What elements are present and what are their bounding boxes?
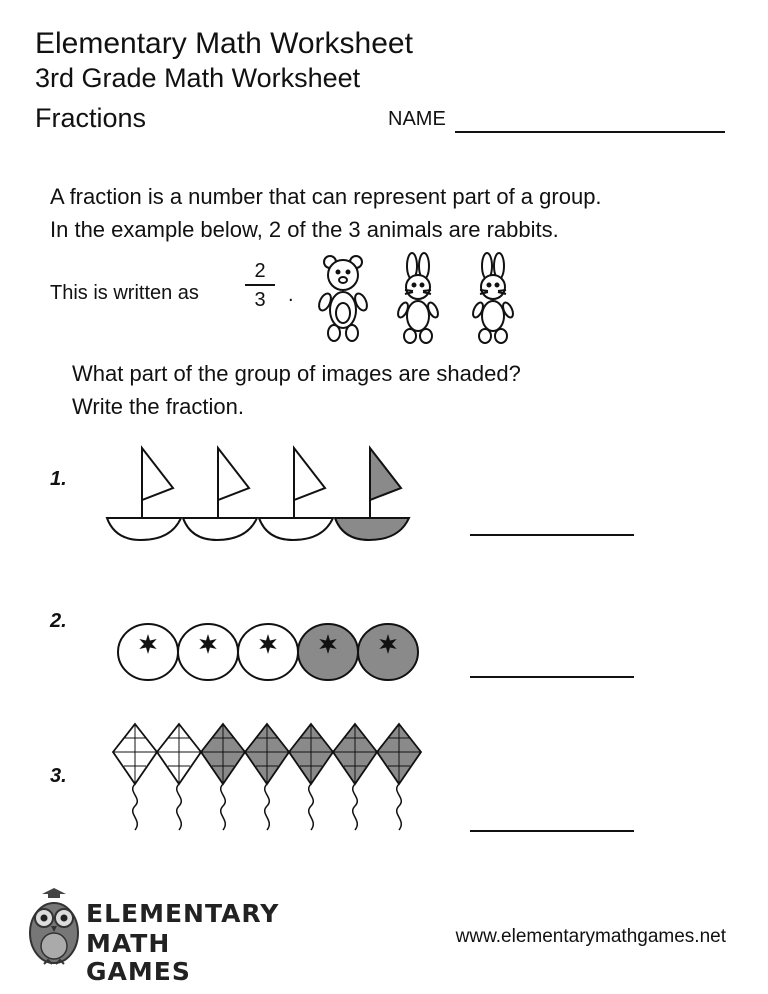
answer-line-3[interactable] bbox=[470, 830, 634, 832]
sailboat-icon bbox=[107, 448, 181, 540]
written-as-label: This is written as bbox=[50, 282, 199, 304]
name-field-line[interactable] bbox=[455, 131, 725, 133]
intro-line-1: A fraction is a number that can represent part of a group. bbox=[50, 184, 602, 209]
kite-icon bbox=[157, 724, 201, 830]
worksheet-topic: Fractions bbox=[35, 103, 147, 133]
worksheet-title: Elementary Math Worksheet bbox=[35, 27, 413, 60]
website-url[interactable]: www.elementarymathgames.net bbox=[455, 926, 726, 947]
sailboat-icon bbox=[259, 448, 333, 540]
problem-number-3: 3. bbox=[50, 765, 67, 787]
site-logo bbox=[22, 888, 280, 986]
problem-number-1: 1. bbox=[50, 468, 67, 490]
question-text bbox=[72, 357, 521, 423]
answer-line-1[interactable] bbox=[470, 534, 634, 536]
kite-icon bbox=[201, 724, 245, 830]
logo-line-1: ELEMENTARY bbox=[86, 899, 280, 928]
star-circle-icon bbox=[358, 624, 418, 680]
problem-2-circles bbox=[105, 620, 425, 690]
star-circle-icon bbox=[238, 624, 298, 680]
kite-icon bbox=[113, 724, 157, 830]
answer-line-2[interactable] bbox=[470, 676, 634, 678]
owl-mascot-icon bbox=[22, 888, 86, 968]
teddy-bear-icon bbox=[317, 256, 370, 341]
intro-line-2: In the example below, 2 of the 3 animals are rabbits. bbox=[50, 217, 559, 242]
question-line-2: Write the fraction. bbox=[72, 394, 244, 419]
kite-icon bbox=[245, 724, 289, 830]
intro-text bbox=[50, 180, 602, 246]
star-circle-icon bbox=[178, 624, 238, 680]
example-fraction bbox=[235, 258, 285, 314]
rabbit-icon bbox=[471, 253, 515, 343]
fraction-denominator: 3 bbox=[254, 289, 266, 311]
example-animals bbox=[310, 252, 530, 348]
sentence-period: . bbox=[288, 284, 294, 306]
problem-number-2: 2. bbox=[50, 610, 67, 632]
problem-1-sailboats bbox=[105, 440, 425, 545]
fraction-numerator: 2 bbox=[254, 260, 266, 282]
star-circle-icon bbox=[118, 624, 178, 680]
sailboat-icon bbox=[335, 448, 409, 540]
logo-line-2: MATH GAMES bbox=[86, 929, 191, 986]
name-label: NAME bbox=[388, 108, 446, 130]
kite-icon bbox=[333, 724, 377, 830]
rabbit-icon bbox=[396, 253, 440, 343]
kite-icon bbox=[289, 724, 333, 830]
problem-3-kites bbox=[105, 720, 435, 835]
question-line-1: What part of the group of images are shaded? bbox=[72, 361, 521, 386]
star-circle-icon bbox=[298, 624, 358, 680]
kite-icon bbox=[377, 724, 421, 830]
worksheet-subtitle: 3rd Grade Math Worksheet bbox=[35, 63, 361, 93]
sailboat-icon bbox=[183, 448, 257, 540]
